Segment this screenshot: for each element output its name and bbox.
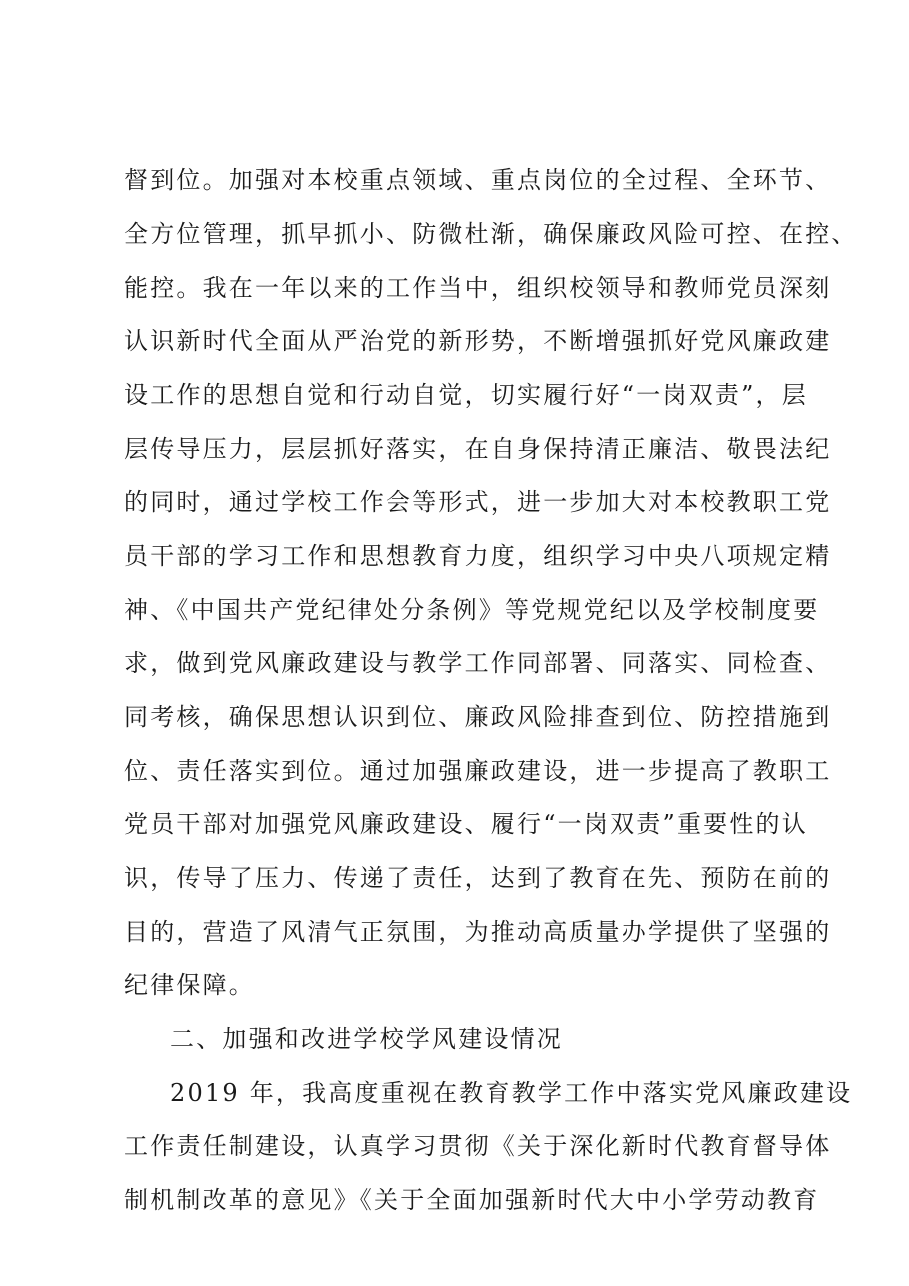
- paragraph-line: 员干部的学习工作和思想教育力度，组织学习中央八项规定精: [124, 542, 832, 570]
- paragraph-line: 位、责任落实到位。通过加强廉政建设，进一步提高了教职工: [124, 757, 832, 785]
- paragraph-line: 认识新时代全面从严治党的新形势，不断增强抓好党风廉政建: [124, 327, 832, 355]
- paragraph-line: 层传导压力，层层抓好落实，在自身保持清正廉洁、敬畏法纪: [124, 435, 832, 463]
- paragraph-line: 督到位。加强对本校重点领域、重点岗位的全过程、全环节、: [124, 166, 832, 194]
- paragraph-line: 全方位管理，抓早抓小、防微杜渐，确保廉政风险可控、在控、: [124, 220, 858, 248]
- paragraph-line: 2019 年，我高度重视在教育教学工作中落实党风廉政建设: [170, 1079, 853, 1107]
- paragraph-line: 神、《中国共产党纪律处分条例》等党规党纪以及学校制度要: [124, 596, 820, 624]
- paragraph-line: 目的，营造了风清气正氛围，为推动高质量办学提供了坚强的: [124, 918, 832, 946]
- paragraph-line: 设工作的思想自觉和行动自觉，切实履行好“一岗双责”，层: [124, 381, 808, 409]
- paragraph-line: 纪律保障。: [124, 971, 255, 999]
- paragraph-line: 求，做到党风廉政建设与教学工作同部署、同落实、同检查、: [124, 649, 832, 677]
- section-heading: 二、加强和改进学校学风建设情况: [170, 1025, 563, 1053]
- paragraph-line: 工作责任制建设，认真学习贯彻《关于深化新时代教育督导体: [124, 1132, 832, 1160]
- paragraph-line: 同考核，确保思想认识到位、廉政风险排查到位、防控措施到: [124, 703, 832, 731]
- paragraph-line: 党员干部对加强党风廉政建设、履行“一岗双责”重要性的认: [124, 810, 808, 838]
- paragraph-line: 的同时，通过学校工作会等形式，进一步加大对本校教职工党: [124, 488, 832, 516]
- paragraph-line: 能控。我在一年以来的工作当中，组织校领导和教师党员深刻: [124, 274, 832, 302]
- paragraph-line: 制机制改革的意见》《关于全面加强新时代大中小学劳动教育: [124, 1186, 820, 1214]
- paragraph-line: 识，传导了压力、传递了责任，达到了教育在先、预防在前的: [124, 864, 832, 892]
